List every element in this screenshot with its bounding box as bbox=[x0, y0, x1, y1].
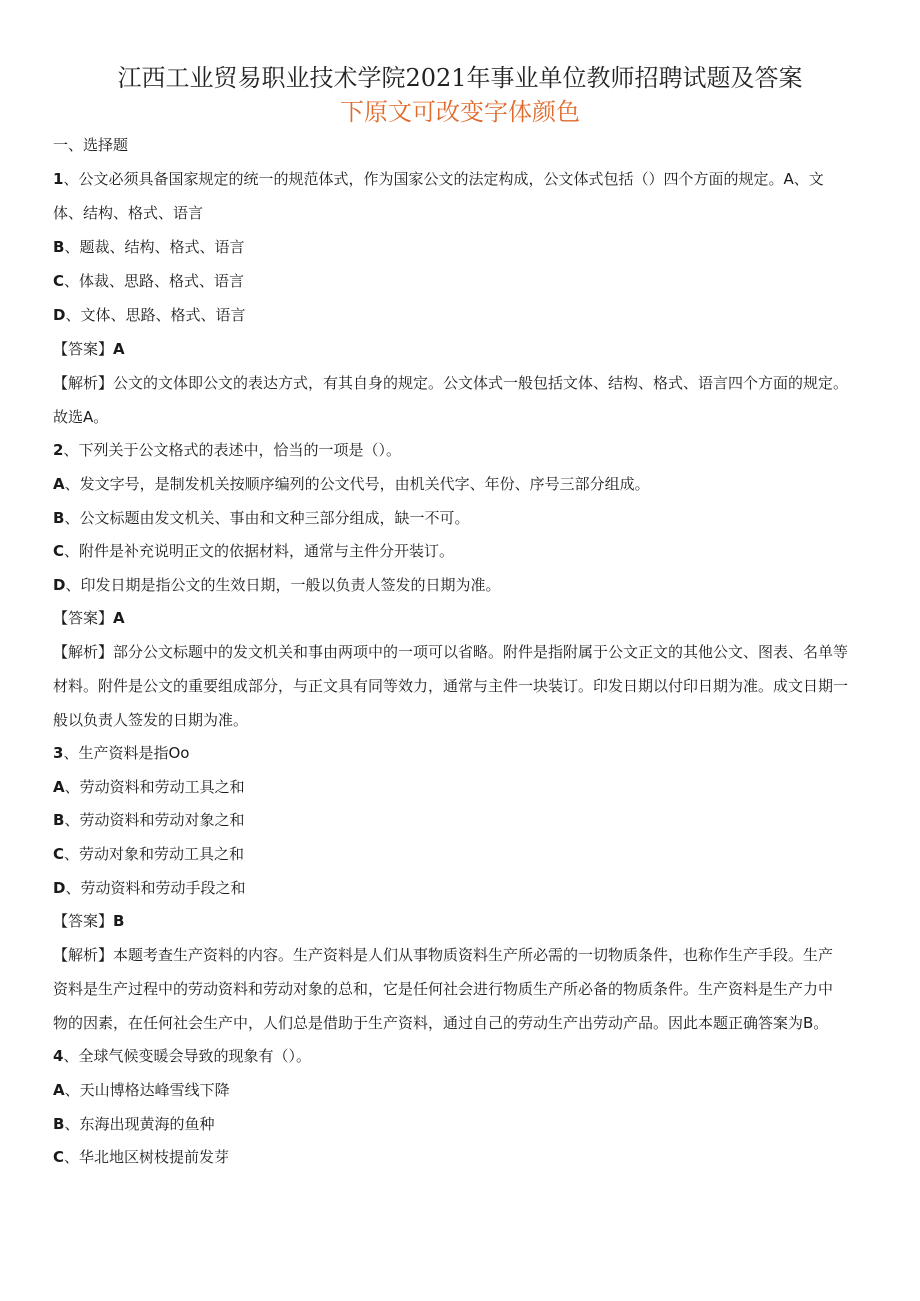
question-3-analysis-line-2: 资料是生产过程中的劳动资料和劳动对象的总和，它是任何社会进行物质生产所必备的物质条件。生产资料是生产力中 bbox=[53, 980, 834, 998]
question-1-option-b: B、题裁、结构、格式、语言 bbox=[53, 238, 245, 256]
question-2-analysis-line-1: 【解析】部分公文标题中的发文机关和事由两项中的一项可以省略。附件是指附属于公文正文的其他公文、图表、名单等 bbox=[53, 643, 849, 661]
question-4-stem: 4、全球气候变暖会导致的现象有（）。 bbox=[53, 1047, 311, 1065]
question-3-analysis-line-3: 物的因素，在任何社会生产中，人们总是借助于生产资料，通过自己的劳动生产出劳动产品。因此本题正确答案为B。 bbox=[53, 1014, 829, 1032]
question-4-option-c: C、华北地区树枝提前发芽 bbox=[53, 1148, 230, 1166]
question-2-option-b: B、公文标题由发文机关、事由和文种三部分组成，缺一不可。 bbox=[53, 509, 470, 527]
question-2-option-c: C、附件是补充说明正文的依据材料，通常与主件分开装订。 bbox=[53, 542, 455, 560]
question-1-option-d: D、文体、思路、格式、语言 bbox=[53, 306, 246, 324]
question-number: 1 bbox=[53, 170, 64, 188]
question-1-answer: 【答案】A bbox=[53, 340, 125, 358]
question-3-answer: 【答案】B bbox=[53, 912, 125, 930]
question-number: 3 bbox=[53, 744, 64, 762]
question-2-option-d: D、印发日期是指公文的生效日期，一般以负责人签发的日期为准。 bbox=[53, 576, 501, 594]
question-3-analysis-line-1: 【解析】本题考查生产资料的内容。生产资料是人们从事物质资料生产所必需的一切物质条件，也称作生产手段。生产 bbox=[53, 946, 834, 964]
question-2-analysis-line-3: 般以负责人签发的日期为准。 bbox=[53, 711, 249, 729]
question-1-option-c: C、体裁、思路、格式、语言 bbox=[53, 272, 245, 290]
question-3-stem: 3、生产资料是指Oo bbox=[53, 744, 190, 762]
question-3-option-b: B、劳动资料和劳动对象之和 bbox=[53, 811, 245, 829]
question-3-option-c: C、劳动对象和劳动工具之和 bbox=[53, 845, 245, 863]
question-4-option-a: A、天山博格达峰雪线下降 bbox=[53, 1081, 230, 1099]
document-subtitle: 下原文可改变字体颜色 bbox=[340, 98, 580, 126]
question-2-stem: 2、下列关于公文格式的表述中，恰当的一项是（）。 bbox=[53, 441, 401, 459]
question-2-answer: 【答案】A bbox=[53, 609, 125, 627]
question-number: 4 bbox=[53, 1047, 64, 1065]
question-1-analysis-line-2: 故选A。 bbox=[53, 408, 109, 426]
document-title: 江西工业贸易职业技术学院2021年事业单位教师招聘试题及答案 bbox=[117, 64, 803, 92]
question-1-stem-line-1: 1、公文必须具备国家规定的统一的规范体式，作为国家公文的法定构成，公文体式包括（）四个方面的规定。A、文 bbox=[53, 170, 824, 188]
question-4-option-b: B、东海出现黄海的鱼种 bbox=[53, 1115, 215, 1133]
question-3-option-a: A、劳动资料和劳动工具之和 bbox=[53, 778, 245, 796]
question-1-analysis-line-1: 【解析】公文的文体即公文的表达方式，有其自身的规定。公文体式一般包括文体、结构、格式、语言四个方面的规定。 bbox=[53, 374, 849, 392]
question-2-option-a: A、发文字号，是制发机关按顺序编列的公文代号，由机关代字、年份、序号三部分组成。 bbox=[53, 475, 650, 493]
question-3-option-d: D、劳动资料和劳动手段之和 bbox=[53, 879, 246, 897]
section-heading: 一、选择题 bbox=[53, 136, 129, 154]
question-number: 2 bbox=[53, 441, 64, 459]
question-1-stem-line-2: 体、结构、格式、语言 bbox=[53, 204, 204, 222]
question-2-analysis-line-2: 材料。附件是公文的重要组成部分，与正文具有同等效力，通常与主件一块装订。印发日期以付印日期为准。成文日期一 bbox=[53, 677, 849, 695]
